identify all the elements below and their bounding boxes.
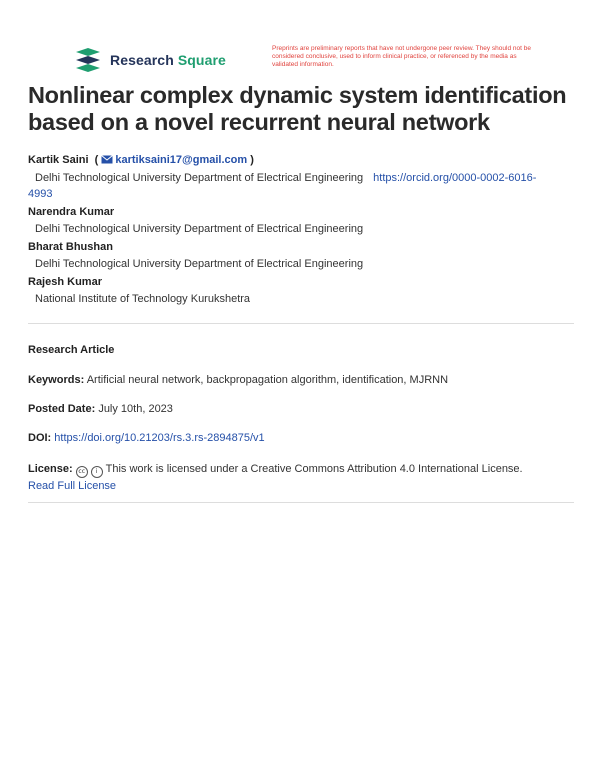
- author-affiliation: Delhi Technological University Department of Electrical Engineering: [35, 223, 364, 235]
- article-type: [28, 344, 574, 356]
- affiliation-text: Delhi Technological University Department of Electrical Engineering: [35, 172, 364, 184]
- license-text: This work is licensed under a Creative Commons Attribution 4.0 International License.: [105, 463, 523, 475]
- paper-title: Nonlinear complex dynamic system identification based on a novel recurrent neural network: [28, 82, 567, 135]
- orcid-link-continuation[interactable]: 4993: [28, 188, 53, 200]
- posted-date-label: Posted Date:: [28, 403, 96, 415]
- logo-wordmark: [110, 52, 226, 68]
- creative-commons-icon: cc: [76, 466, 88, 478]
- author-affiliation: [28, 170, 576, 186]
- read-full-license-link[interactable]: Read Full License: [28, 480, 117, 492]
- author-name: Bharat Bhushan: [28, 241, 113, 253]
- license-label: License:: [28, 463, 73, 475]
- logo-word-square: Square: [177, 52, 226, 68]
- divider: [28, 323, 574, 324]
- logo-word-research: Research: [110, 52, 174, 68]
- orcid-link[interactable]: https://orcid.org/0000-0002-6016-: [373, 172, 537, 184]
- posted-date-value: July 10th, 2023: [98, 403, 173, 415]
- license-row: [28, 461, 574, 495]
- doi-row: [28, 432, 574, 444]
- article-type-text: Research Article: [28, 344, 115, 356]
- divider: [28, 502, 574, 503]
- research-square-logo[interactable]: [74, 48, 226, 72]
- author-name: Kartik Saini ( kartiksaini17@gmail.com ): [28, 152, 576, 169]
- author-email-link[interactable]: kartiksaini17@gmail.com: [115, 154, 248, 166]
- author-name-text: Kartik Saini: [28, 154, 89, 166]
- keywords-value: Artificial neural network, backpropagation algorithm, identification, MJRNN: [86, 374, 449, 386]
- doi-link[interactable]: https://doi.org/10.21203/rs.3.rs-2894875/v1: [54, 432, 265, 444]
- doi-label: DOI:: [28, 432, 52, 444]
- attribution-icon: i: [91, 466, 103, 478]
- posted-date-row: [28, 403, 574, 415]
- keywords-label: Keywords:: [28, 374, 85, 386]
- research-square-logo-icon: [74, 48, 102, 72]
- author-name: Narendra Kumar: [28, 206, 115, 218]
- author-list: [28, 152, 576, 307]
- envelope-icon: [101, 153, 113, 169]
- author-affiliation: Delhi Technological University Department of Electrical Engineering: [35, 258, 364, 270]
- keywords-row: [28, 374, 574, 386]
- preprint-disclaimer: Preprints are preliminary reports that have not undergone peer review. They should not be considered conclusive, used to inform clinical practice, or referenced by the media as validated information.: [272, 45, 531, 68]
- author-name: Rajesh Kumar: [28, 276, 102, 288]
- author-affiliation: National Institute of Technology Kurukshetra: [35, 293, 251, 305]
